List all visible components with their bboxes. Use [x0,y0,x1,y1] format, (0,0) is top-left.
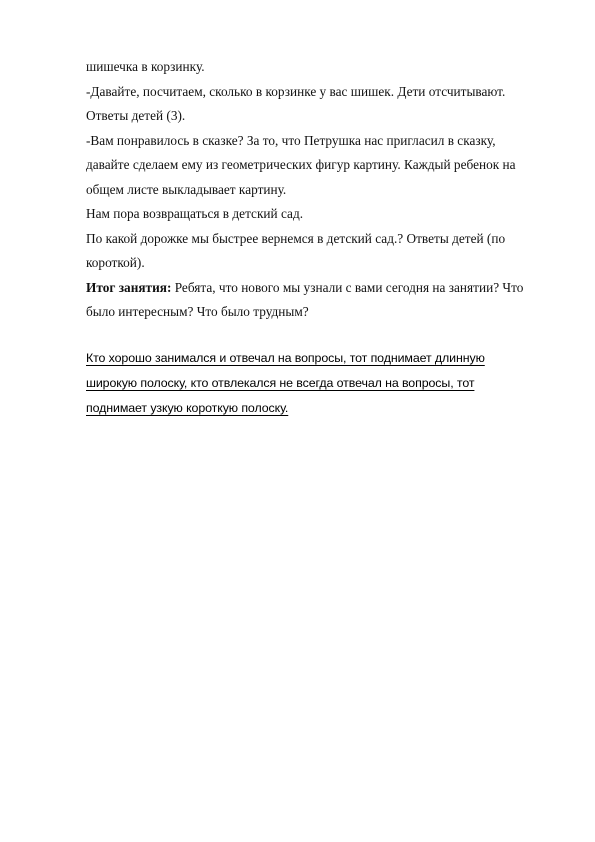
text-line: общем листе выкладывает картину. [86,181,287,197]
text-line: Ответы детей (3). [86,108,186,123]
text-line: -Давайте, посчитаем, сколько в корзинке у вас шишек. Дети отсчитывают. [86,83,506,99]
text-line: Нам пора возвращаться в детский сад. [86,206,304,221]
text-line: шишечка в корзинку. [86,59,205,74]
text-line: давайте сделаем ему из геометрических фигур картину. Каждый ребенок на [86,157,516,172]
closing-paragraph [86,346,556,421]
closing-line: поднимает узкую короткую полоску. [86,401,289,415]
text-line: -Вам понравилось в сказке? За то, что Петрушка нас пригласил в сказку, [86,132,496,148]
body-text [86,55,556,325]
closing-line: Кто хорошо занимался и отвечал на вопросы, тот поднимает длинную [86,351,485,365]
summary-label: Итог занятия: [86,279,172,295]
summary-line: было интересным? Что было трудным? [86,304,309,319]
summary-line [86,276,556,301]
text-line: По какой дорожке мы быстрее вернемся в детский сад.? Ответы детей (по [86,230,506,246]
closing-line: широкую полоску, кто отвлекался не всегда отвечал на вопросы, тот [86,376,475,390]
summary-question: Ребята, что нового мы узнали с вами сегодня на занятии? Что [171,279,524,295]
text-line: короткой). [86,255,145,270]
